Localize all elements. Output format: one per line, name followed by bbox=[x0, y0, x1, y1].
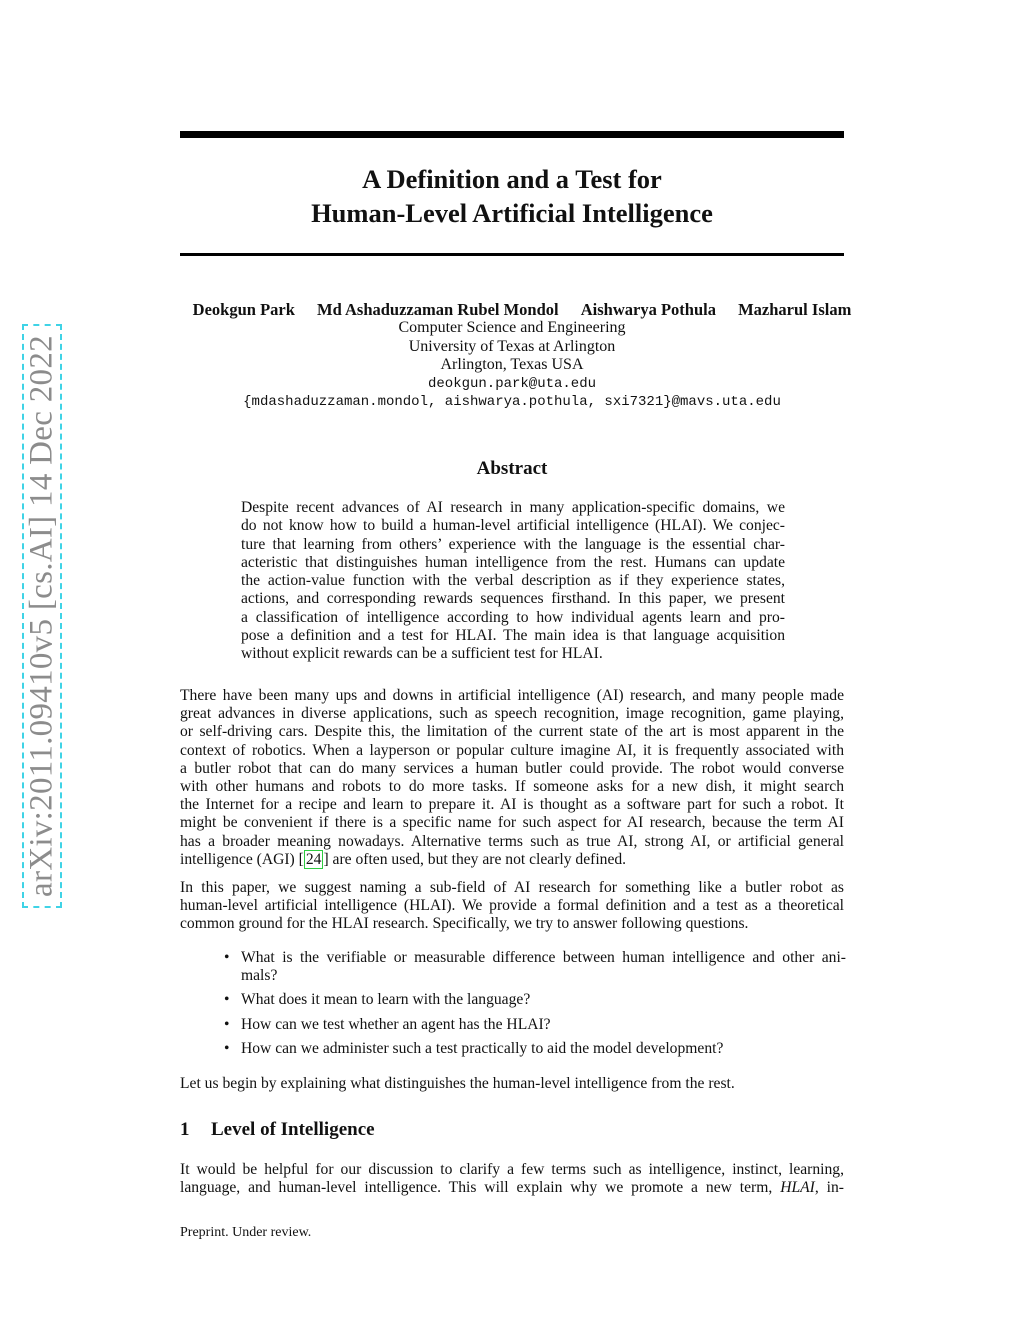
paragraph-line: human-level artificial intelligence (HLAI). We provide a formal definition and a test as a theoretical bbox=[180, 897, 844, 915]
abstract-line: Despite recent advances of AI research in many application-specific domains, we bbox=[241, 499, 785, 516]
paragraph-line: great advances in diverse applications, such as speech recognition, image recognition, game playing, bbox=[180, 705, 844, 723]
paragraph-line: might be convenient if there is a specific name for such aspect for AI research, because the term AI bbox=[180, 814, 844, 832]
text-span: ] are often used, but they are not clearly defined. bbox=[323, 850, 627, 868]
email-list[interactable]: {mdashaduzzaman.mondol, aishwarya.pothula, sxi7321}@mavs.uta.edu bbox=[243, 394, 781, 410]
title-line-2: Human-Level Artificial Intelligence bbox=[311, 198, 713, 228]
abstract-line: acteristic that distinguishes human intelligence from the rest. Humans can update bbox=[241, 553, 785, 571]
author-name: Deokgun Park bbox=[192, 300, 295, 319]
bullet-icon: • bbox=[224, 1015, 230, 1033]
affiliation bbox=[180, 319, 844, 412]
list-item-line: mals? bbox=[241, 967, 278, 985]
affiliation-location: Arlington, Texas USA bbox=[440, 356, 584, 373]
author-list bbox=[170, 300, 874, 320]
paragraph-line: In this paper, we suggest naming a sub-field of AI research for something like a butler robot as bbox=[180, 879, 844, 896]
text-span: intelligence (AGI) [ bbox=[180, 850, 304, 868]
paragraph-line: the Internet for a recipe and learn to prepare it. AI is thought as a software part for such a robot. It bbox=[180, 796, 844, 814]
intro-paragraph-2 bbox=[180, 879, 844, 934]
paragraph-line: common ground for the HLAI research. Specifically, we try to answer following questions. bbox=[180, 915, 749, 933]
section-heading bbox=[180, 1119, 844, 1141]
section-1-paragraph bbox=[180, 1161, 844, 1197]
author-name: Aishwarya Pothula bbox=[580, 300, 716, 319]
paragraph-line: or self-driving cars. Despite this, the limitation of the current state of the art is most apparent in the bbox=[180, 723, 844, 741]
list-item bbox=[224, 949, 846, 985]
list-item-line: What does it mean to learn with the language? bbox=[241, 991, 531, 1009]
abstract-body bbox=[241, 499, 785, 664]
bullet-icon: • bbox=[224, 991, 230, 1009]
email-primary[interactable]: deokgun.park@uta.edu bbox=[427, 375, 597, 392]
text-span: language, and human-level intelligence. This will explain why we promote a new term, bbox=[180, 1179, 781, 1197]
bullet-icon: • bbox=[224, 949, 230, 966]
list-item-line: How can we test whether an agent has the HLAI? bbox=[241, 1015, 551, 1033]
author-name: Mazharul Islam bbox=[738, 300, 852, 319]
list-item bbox=[224, 1016, 846, 1034]
abstract-line: a classification of intelligence according to how individual agents learn and pro- bbox=[241, 608, 785, 626]
paragraph-line: context of robotics. When a layperson or popular culture imagine AI, it is frequently associated with bbox=[180, 741, 844, 759]
affiliation-department: Computer Science and Engineering bbox=[398, 319, 626, 336]
paper-title bbox=[180, 162, 844, 230]
paragraph-line: It would be helpful for our discussion to clarify a few terms such as intelligence, instinct, learning, bbox=[180, 1161, 844, 1178]
list-item-line: How can we administer such a test practically to aid the model development? bbox=[241, 1039, 724, 1057]
affiliation-university: University of Texas at Arlington bbox=[408, 337, 616, 355]
title-bottom-rule bbox=[180, 253, 844, 256]
abstract-line: do not know how to build a human-level artificial intelligence (HLAI). We conjec- bbox=[241, 517, 785, 535]
paragraph-line: Let us begin by explaining what distinguishes the human-level intelligence from the rest. bbox=[180, 1075, 735, 1092]
arxiv-identifier[interactable]: arXiv:2011.09410v5 [cs.AI] 14 Dec 2022 bbox=[23, 335, 60, 897]
intro-paragraph-1 bbox=[180, 687, 844, 869]
abstract-line: ture that learning from others’ experience with the language is the essential char- bbox=[241, 535, 785, 553]
section-title: Level of Intelligence bbox=[211, 1119, 375, 1140]
question-list bbox=[224, 949, 846, 1064]
abstract-line: the action-value function with the verbal description as if they experience states, bbox=[241, 572, 785, 590]
list-item bbox=[224, 991, 846, 1009]
intro-paragraph-3 bbox=[180, 1075, 844, 1093]
list-item-line: What is the verifiable or measurable difference between human intelligence and other ani- bbox=[241, 949, 846, 966]
section-number: 1 bbox=[180, 1119, 190, 1140]
title-line-1: A Definition and a Test for bbox=[362, 164, 662, 194]
abstract-line: actions, and corresponding rewards sequences firsthand. In this paper, we present bbox=[241, 590, 785, 608]
abstract-line: without explicit rewards can be a sufficient test for HLAI. bbox=[241, 645, 603, 663]
text-span: , in- bbox=[814, 1179, 844, 1197]
list-item bbox=[224, 1040, 846, 1058]
paragraph-line: has a broader meaning nowadays. Alternative terms such as true AI, strong AI, or artificial general bbox=[180, 832, 844, 850]
abstract-heading: Abstract bbox=[476, 458, 548, 479]
paragraph-line: There have been many ups and downs in artificial intelligence (AI) research, and many people made bbox=[180, 687, 844, 704]
abstract-line: pose a definition and a test for HLAI. The main idea is that language acquisition bbox=[241, 627, 785, 645]
title-top-rule bbox=[180, 131, 844, 138]
paragraph-line bbox=[180, 1179, 844, 1197]
bullet-icon: • bbox=[224, 1039, 230, 1057]
citation-link[interactable]: 24 bbox=[305, 850, 322, 868]
author-name: Md Ashaduzzaman Rubel Mondol bbox=[317, 300, 559, 319]
paragraph-line bbox=[180, 851, 844, 869]
paragraph-line: with other humans and robots to do more tasks. If someone asks for a new dish, it might search bbox=[180, 778, 844, 796]
footer-note: Preprint. Under review. bbox=[180, 1225, 312, 1240]
term-emphasis: HLAI bbox=[780, 1179, 815, 1197]
paragraph-line: a butler robot that can do many services a human butler could provide. The robot would converse bbox=[180, 759, 844, 777]
